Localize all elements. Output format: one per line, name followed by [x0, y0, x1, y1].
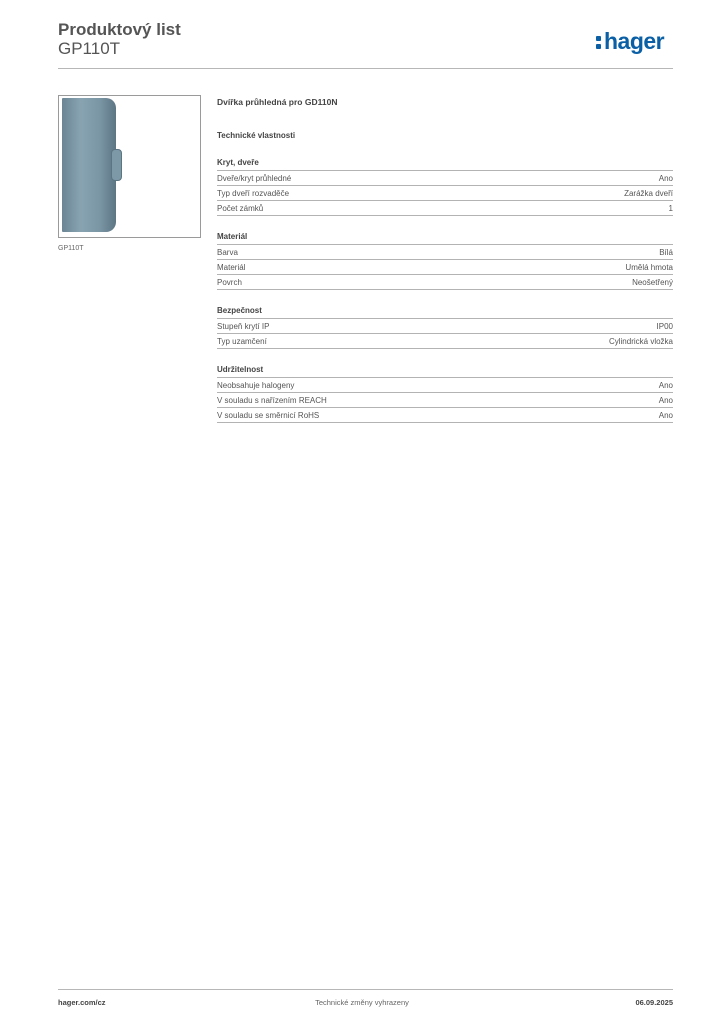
spec-value: Neošetřený	[632, 278, 673, 287]
spec-row	[217, 244, 673, 259]
spec-row	[217, 318, 673, 333]
spec-value: Cylindrická vložka	[608, 337, 673, 346]
spec-table	[217, 244, 673, 290]
spec-section	[217, 364, 673, 423]
section-title: Bezpečnost	[217, 306, 262, 315]
product-code: GP110T	[58, 39, 121, 58]
spec-value: IP00	[656, 322, 673, 331]
spec-section	[217, 231, 673, 290]
spec-label: V souladu se směrnicí RoHS	[217, 411, 320, 420]
spec-value: Zarážka dveří	[624, 189, 673, 198]
spec-row	[217, 333, 673, 349]
spec-label: V souladu s nařízením REACH	[217, 396, 327, 405]
product-description: Dvířka průhledná pro GD110N	[217, 97, 338, 107]
details-panel	[217, 95, 673, 423]
spec-value: 1	[668, 204, 673, 213]
footer-notice: Technické změny vyhrazeny	[315, 998, 409, 1007]
hager-logo	[596, 28, 664, 55]
spec-row	[217, 392, 673, 407]
door-lock-icon	[111, 149, 122, 181]
spec-label: Barva	[217, 248, 238, 257]
spec-label: Neobsahuje halogeny	[217, 381, 295, 390]
page-title: Produktový list	[58, 20, 181, 39]
spec-label: Stupeň krytí IP	[217, 322, 270, 331]
spec-value: Ano	[658, 381, 673, 390]
door-panel-icon	[62, 98, 116, 232]
section-title: Udržitelnost	[217, 365, 264, 374]
header-divider	[58, 68, 673, 69]
spec-sections	[217, 157, 673, 423]
spec-table	[217, 377, 673, 423]
footer-date: 06.09.2025	[635, 998, 673, 1007]
spec-value: Ano	[658, 411, 673, 420]
footer-website[interactable]: hager.com/cz	[58, 998, 106, 1007]
spec-value: Umělá hmota	[625, 263, 673, 272]
logo-text: hager	[604, 28, 665, 54]
spec-section	[217, 305, 673, 349]
spec-label: Typ dveří rozvaděče	[217, 189, 290, 198]
spec-label: Typ uzamčení	[217, 337, 267, 346]
section-title: Kryt, dveře	[217, 158, 259, 167]
spec-label: Počet zámků	[217, 204, 264, 213]
spec-row	[217, 274, 673, 290]
spec-value: Bílá	[659, 248, 673, 257]
spec-label: Povrch	[217, 278, 242, 287]
spec-section	[217, 157, 673, 216]
product-image	[58, 95, 201, 238]
spec-table	[217, 170, 673, 216]
spec-label: Dveře/kryt průhledné	[217, 174, 292, 183]
section-title: Materiál	[217, 232, 248, 241]
spec-row	[217, 200, 673, 216]
spec-label: Materiál	[217, 263, 246, 272]
spec-row	[217, 407, 673, 423]
spec-table	[217, 318, 673, 349]
spec-value: Ano	[658, 174, 673, 183]
spec-row	[217, 259, 673, 274]
spec-value: Ano	[658, 396, 673, 405]
spec-row	[217, 377, 673, 392]
spec-row	[217, 185, 673, 200]
spec-row	[217, 170, 673, 185]
footer-divider	[58, 989, 673, 990]
tech-properties-heading: Technické vlastnosti	[217, 131, 296, 140]
logo-dots-icon	[596, 33, 603, 51]
product-image-caption: GP110T	[58, 245, 84, 252]
